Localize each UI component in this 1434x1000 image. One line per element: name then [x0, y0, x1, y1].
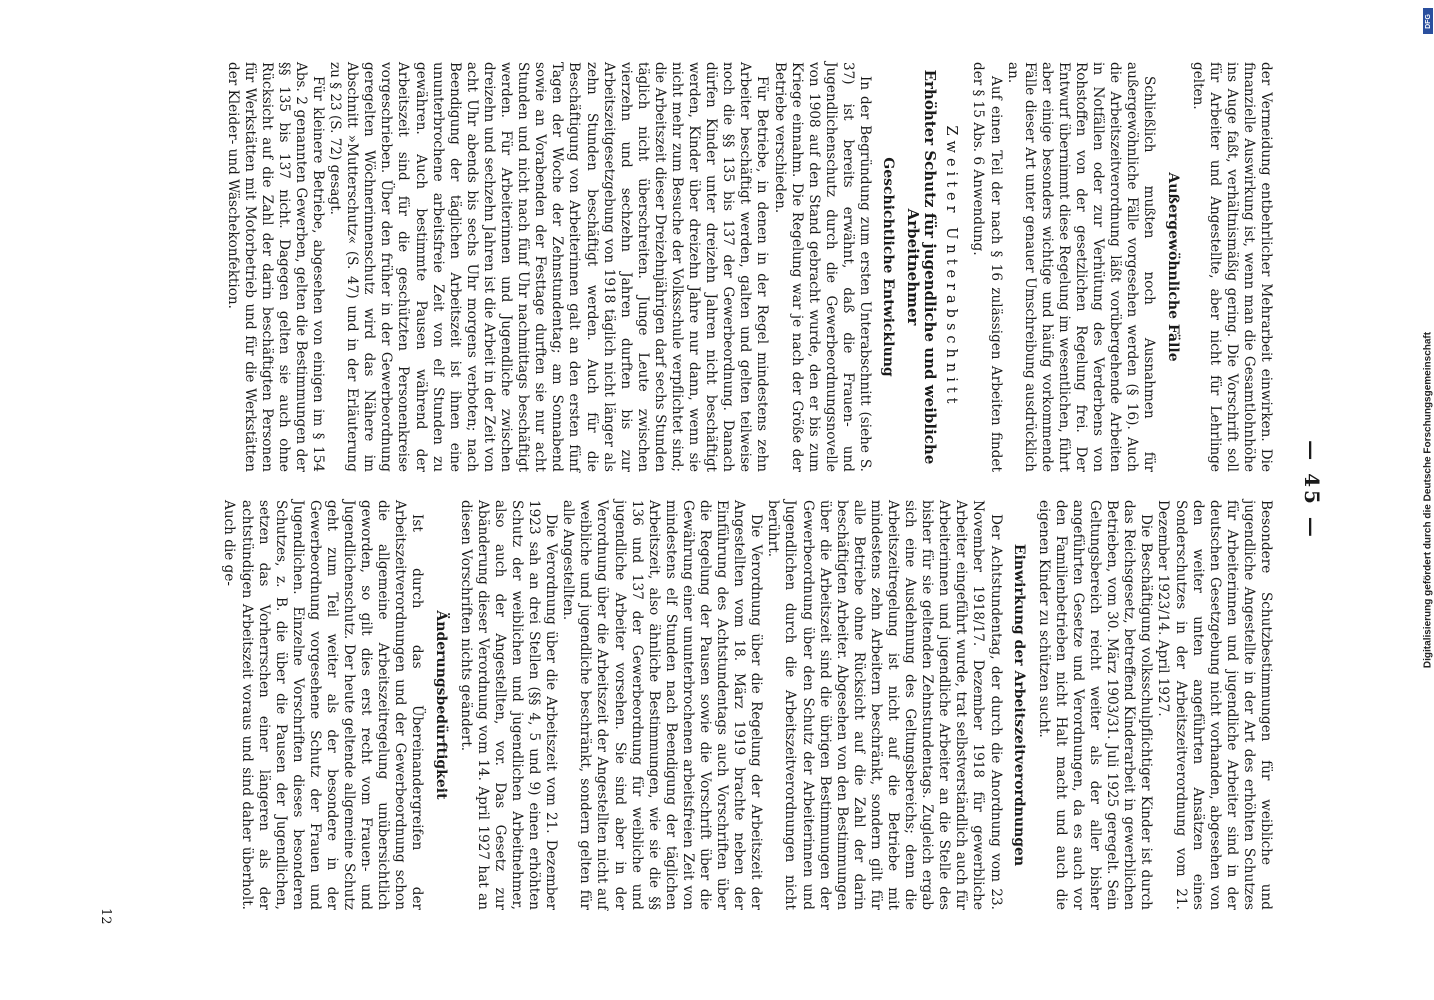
paragraph: Die Verordnung über die Regelung der Arbeitszeit der Angestellten vom 18. März 1919 brachte neben der Einführung des Achtstundentags auch Vorschriften über die Regelung der Pausen sowie die Vorschrift über die Gewährung einer ununterbrochenen arbeitsfreien Zeit von mindestens elf Stunden nach Beendigung der täglichen Arbeitszeit, also ähnliche Bestimmungen, wie sie die §§ 136 und 137 der Gewerbeordnung für weibliche und jugendliche Arbeiter vorsehen. Sie sind aber in der Verordnung über die Arbeitszeit der Angestellten nicht auf weibliche und jugendliche beschränkt, sondern gelten für alle Angestellten.: [560, 500, 765, 910]
subsection-title: Zweiter Unterabschnitt: [943, 125, 960, 409]
paragraph: Besondere Schutzbestimmungen für weibliche und jugendliche Angestellte in der Art des erhöhten Schutzes für Arbeiterinnen und jugendliche Arbeiter sind in der deutschen Gesetzgebung nicht vorhanden, abgesehen von den weiter unten angeführten Ansätzen eines Sonderschutzes in der Arbeitszeitverordnung vom 21. Dezember 1923/14. April 1927.: [1155, 500, 1274, 910]
paragraph: Ist durch das Übereinandergreifen der Arbeitszeitverordnungen und der Gewerbeordnung schon die allgemeine Arbeitszeitregelung unübersichtlich geworden, so gilt dies erst recht vom Frauen- und Jugendlichenschutz. Der heute geltende allgemeine Schutz geht zum Teil weiter als der besondere in der Gewerbeordnung vorgesehene Schutz der Frauen und Jugendlichen. Einzelne Vorschriften dieses besonderen Schutzes, z. B. die über die Pausen der Jugendlichen, setzen das Vorherrschen einer längeren als der achtstündigen Arbeitszeit voraus und sind daher überholt. Auch die ge-: [221, 500, 426, 910]
digitization-credit-text: Digitalisierung gefördert durch die Deutsche Forschungsgemeinschaft: [1422, 331, 1434, 669]
paragraph: Der Achtstundentag, der durch die Anordnung vom 23. November 1918/17. Dezember 1918 für gewerbliche Arbeiter eingeführt wurde, trat selbstverständlich auch für Arbeiterinnen und jugendliche Arbeiter an die Stelle des bisher für sie geltenden Zehnstundentags. Zugleich ergab sich eine Ausdehnung des Geltungsbereichs; denn die Arbeitszeitregelung ist nicht auf die Betriebe mit mindestens zehn Arbeitern beschränkt, sondern gilt für alle Betriebe ohne Rücksicht auf die Zahl der darin beschäftigten Arbeiter. Abgesehen von den Bestimmungen über die Arbeitszeit sind die übrigen Bestimmungen der Gewerbeordnung über den Schutz der Arbeiterinnen und Jugendlichen durch die Arbeitszeitverordnungen nicht berührt.: [765, 500, 1004, 910]
document-page: [92, 50, 1332, 930]
paragraph: Schließlich mußten noch Ausnahmen für außergewöhnliche Fälle vorgesehen werden (§ 16). Auch die Arbeitszeitverordnung läßt vorübergehende Arbeiten in Notfällen oder zur Verhütung des Verderbens von Rohstoffen von der gesetzlichen Regelung frei. Der Entwurf übernimmt diese Regelung im wesentlichen, führt aber einige besonders wichtige und häufig vorkommende Fälle dieser Art unter genauer Umschreibung ausdrücklich an.: [1004, 62, 1158, 472]
paragraph: In der Begründung zum ersten Unterabschnitt (siehe S. 37) ist bereits erwähnt, daß die Frauen- und Jugendlichenschutz durch die Gewerbeordnungsnovelle von 1908 auf den Stand gebracht wurde, den er bis zum Kriege einnahm. Die Regelung war je nach der Größe der Betriebe verschieden.: [771, 62, 874, 472]
digitization-credit: [1421, 6, 1434, 994]
paragraph: Auf einen Teil der nach § 16 zulässigen Arbeiten findet der § 15 Abs. 6 Anwendung.: [970, 62, 1004, 472]
left-column: [223, 62, 1274, 472]
paragraph: der Vermeidung entbehrlicher Mehrarbeit einwirken. Die finanzielle Auswirkung ist, wenn man die Gesamtlohnhöhe ins Auge faßt, verhältnismäßig gering. Die Vorschrift soll für Arbeiter und Angestellte, aber nicht für Lehrlinge gelten.: [1189, 62, 1274, 472]
paragraph: Für kleinere Betriebe, abgesehen von einigen im § 154 Abs. 2 genannten Gewerben, gelten die Bestimmungen der §§ 135 bis 137 nicht. Dagegen gelten sie auch ohne Rücksicht auf die Zahl der darin beschäftigten Personen für Werkstätten mit Motorbetrieb und für die Werkstätten der Kleider- und Wäschekonfektion.: [224, 62, 327, 472]
section-heading-einwirkung: Einwirkung der Arbeitszeitverordnungen: [1010, 543, 1027, 867]
paragraph: Die Verordnung über die Arbeitszeit vom 21. Dezember 1923 sah an drei Stellen (§§ 4, 5 und 9) einen erhöhten Schutz der weiblichen und jugendlichen Arbeitnehmer, also auch der Angestellten, vor. Das Gesetz zur Abänderung dieser Verordnung vom 14. April 1927 hat an diesen Vorschriften nichts geändert.: [457, 500, 560, 910]
page-number: — 45 —: [1300, 440, 1324, 540]
footer-signature-number: 12: [98, 908, 113, 925]
subsection-heading: Erhöhter Schutz für jugendliche und weibliche Arbeitnehmer: [904, 69, 940, 465]
section-heading-geschichtliche-entwicklung: Geschichtliche Entwicklung: [880, 157, 897, 377]
section-heading-aenderungsbeduerftigkeit: Änderungsbedürftigkeit: [432, 610, 449, 800]
section-heading-aussergewoehnliche-faelle: Außergewöhnliche Fälle: [1164, 172, 1181, 362]
paragraph: Für Betriebe, in denen in der Regel mindestens zehn Arbeiter beschäftigt werden, galten und gelten teilweise noch die §§ 135 bis 137 der Gewerbeordnung. Danach dürfen Kinder unter dreizehn Jahren nicht beschäftigt werden, Kinder über dreizehn Jahre nur dann, wenn sie nicht mehr zum Besuche der Volksschule verpflichtet sind; die Arbeitszeit dieser Dreizehnjährigen darf sechs Stunden täglich nicht überschreiten. Junge Leute zwischen vierzehn und sechzehn Jahren durften bis zur Arbeitszeitgesetzgebung von 1918 täglich nicht länger als zehn Stunden beschäftigt werden. Auch für die Beschäftigung von Arbeiterinnen galt an den ersten fünf Tagen der Woche der Zehnstundentag; am Sonnabend sowie an Vorabenden der Festtage durften sie nur acht Stunden und nicht nach fünf Uhr nachmittags beschäftigt werden. Für Arbeiterinnen und Jugendliche zwischen dreizehn und sechzehn Jahren ist die Arbeit in der Zeit von acht Uhr abends bis sechs Uhr morgens verboten; nach Beendigung der täglichen Arbeitszeit ist ihnen eine ununterbrochene arbeitsfreie Zeit von elf Stunden zu gewähren. Auch bestimmte Pausen während der Arbeitszeit sind für die geschützten Personenkreise vorgeschrieben. Über den früher in der Gewerbeordnung geregelten Wöchnerinnenschutz wird das Nähere im Abschnitt »Mutterschutz« (S. 47) und in der Erläuterung zu § 23 (S. 72) gesagt.: [327, 62, 771, 472]
paragraph: Die Beschäftigung volksschulpflichtiger Kinder ist durch das Reichsgesetz, betreffend Kinderarbeit in gewerblichen Betrieben, vom 30. März 1903/31. Juli 1925 geregelt. Sein Geltungsbereich reicht weiter als der aller bisher angeführten Gesetze und Verordnungen, da es auch vor den Familienbetrieben nicht Halt macht und auch die eigenen Kinder zu schützen sucht.: [1035, 500, 1155, 910]
right-column: [220, 500, 1274, 910]
dfg-logo: DFG: [1423, 8, 1433, 34]
